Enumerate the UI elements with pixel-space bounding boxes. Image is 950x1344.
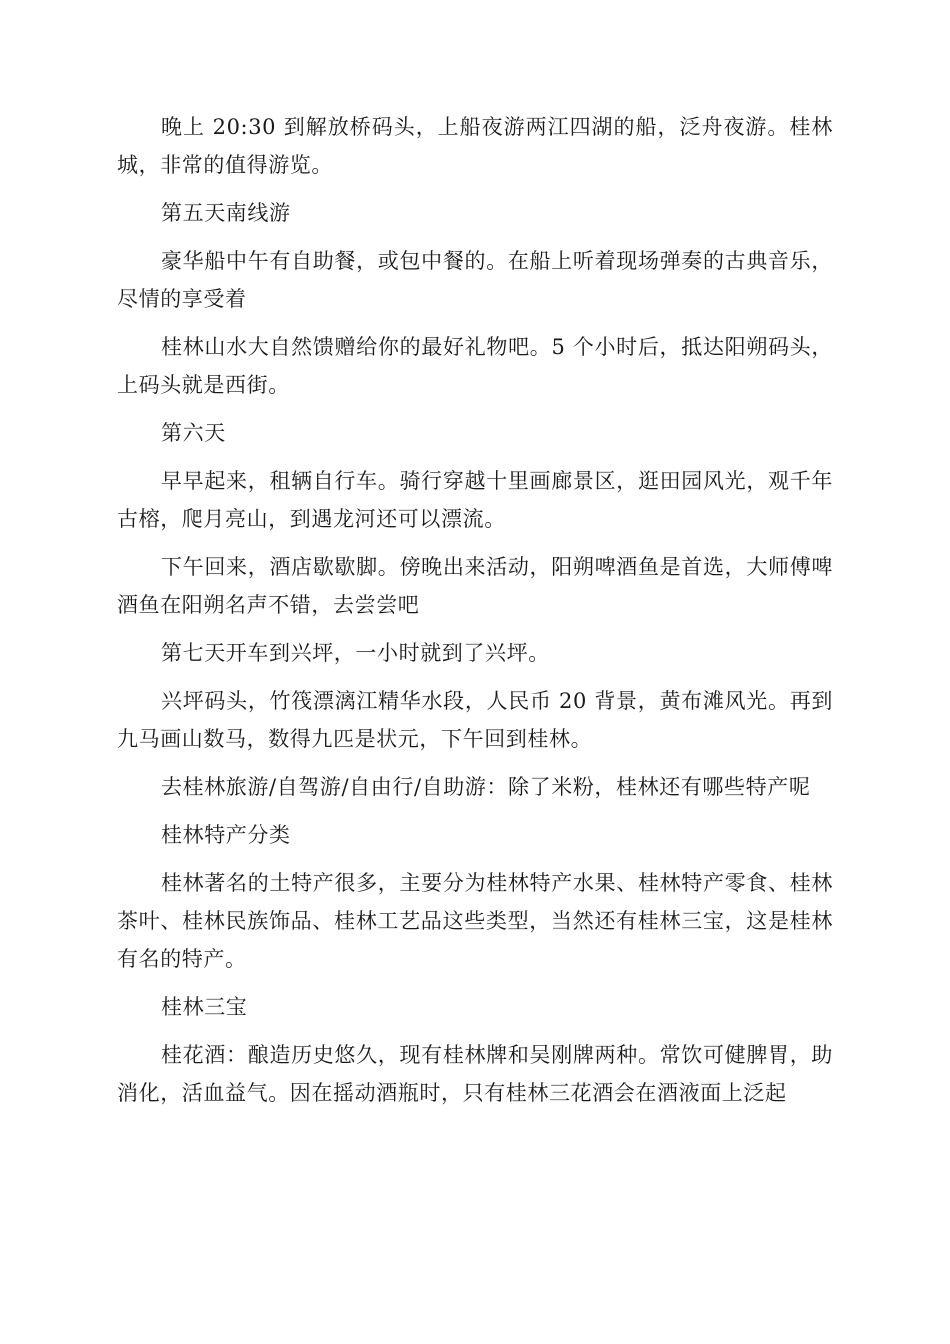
document-body — [117, 108, 833, 1122]
paragraph-xingping-pier: 兴坪码头，竹筏漂漓江精华水段，人民币 20 背景，黄布滩风光。再到九马画山数马，数得九匹是状元，下午回到桂林。 — [117, 689, 833, 751]
heading-day-five: 第五天南线游 — [161, 201, 291, 225]
paragraph-specialty-types: 桂林著名的土特产很多，主要分为桂林特产水果、桂林特产零食、桂林茶叶、桂林民族饰品、桂林工艺品这些类型，当然还有桂林三宝，这是桂林有名的特产。 — [117, 871, 833, 971]
paragraph-osmanthus-wine: 桂花酒：酿造历史悠久，现有桂林牌和吴刚牌两种。常饮可健脾胃，助消化，活血益气。因在摇动酒瓶时，只有桂林三花酒会在酒液面上泛起 — [117, 1043, 833, 1105]
heading-three-treasures: 桂林三宝 — [161, 995, 248, 1019]
paragraph-specialties-question: 去桂林旅游/自驾游/自由行/自助游：除了米粉，桂林还有哪些特产呢 — [161, 775, 811, 799]
paragraph-bike-ride: 早早起来，租辆自行车。骑行穿越十里画廊景区，逛田园风光，观千年古榕，爬月亮山，到遇龙河还可以漂流。 — [117, 469, 833, 531]
heading-day-six: 第六天 — [161, 421, 226, 445]
paragraph-luxury-boat: 豪华船中午有自助餐，或包中餐的。在船上听着现场弹奏的古典音乐，尽情的享受着 — [117, 249, 833, 311]
paragraph-night-cruise: 晚上 20:30 到解放桥码头，上船夜游两江四湖的船，泛舟夜游。桂林城，非常的值得游览。 — [117, 115, 833, 177]
paragraph-day-seven: 第七天开车到兴坪，一小时就到了兴坪。 — [161, 641, 550, 665]
paragraph-arrive-yangshuo: 桂林山水大自然馈赠给你的最好礼物吧。5 个小时后，抵达阳朔码头，上码头就是西街。 — [117, 335, 833, 397]
paragraph-beer-fish: 下午回来，酒店歇歇脚。傍晚出来活动，阳朔啤酒鱼是首选，大师傅啤酒鱼在阳朔名声不错，去尝尝吧 — [117, 555, 833, 617]
heading-specialty-categories: 桂林特产分类 — [161, 823, 291, 847]
